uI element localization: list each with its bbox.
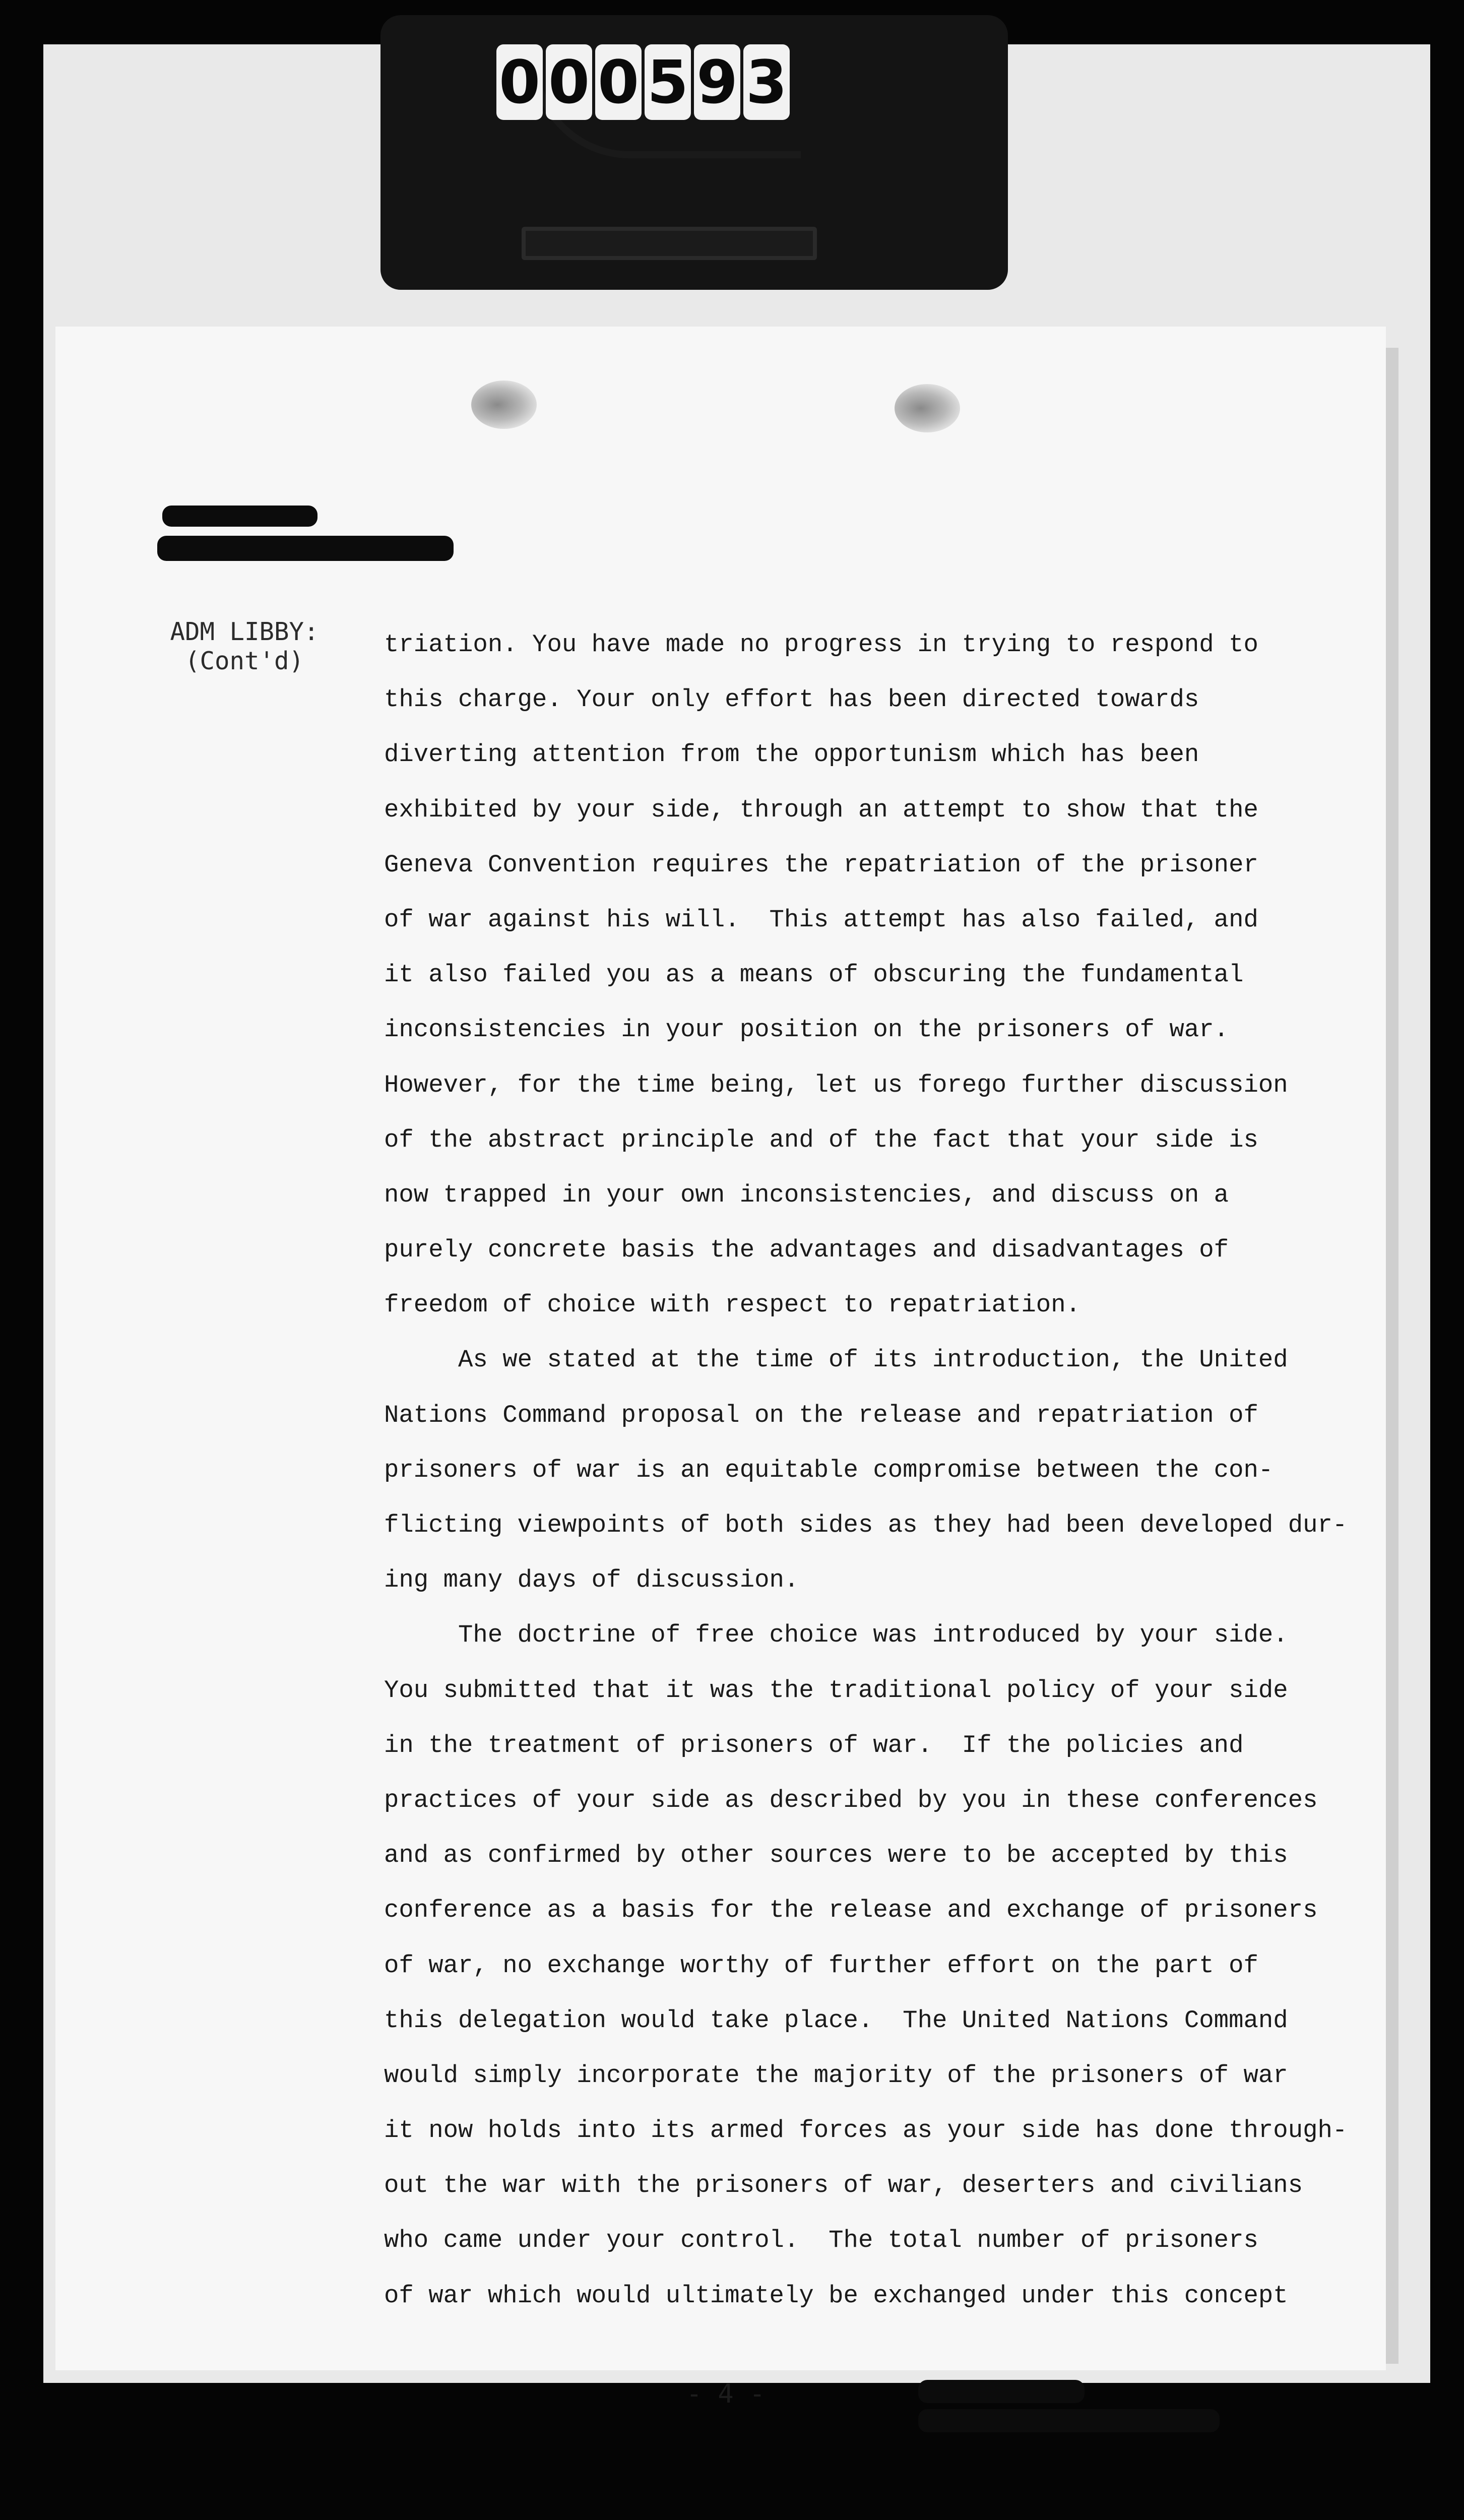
text-line: diverting attention from the opportunism which has been [384, 740, 1199, 769]
text-line: triation. You have made no progress in trying to respond to [384, 631, 1258, 659]
text-line: flicting viewpoints of both sides as they had been developed dur- [384, 1511, 1348, 1539]
text-line: in the treatment of prisoners of war. If the policies and [384, 1731, 1244, 1759]
text-line: this delegation would take place. The United Nations Command [384, 2006, 1288, 2035]
frame-counter-device [380, 15, 1008, 290]
text-line: prisoners of war is an equitable compromise between the con- [384, 1456, 1274, 1484]
counter-slot [522, 227, 817, 260]
speaker-label [169, 617, 320, 676]
punch-hole [471, 381, 537, 429]
speaker-continued: (Cont'd) [184, 647, 304, 675]
punch-hole [895, 384, 960, 432]
counter-digit: 3 [743, 44, 790, 120]
text-line: and as confirmed by other sources were to be accepted by this [384, 1841, 1288, 1870]
text-line: However, for the time being, let us forego further discussion [384, 1070, 1288, 1099]
text-line: would simply incorporate the majority of the prisoners of war [384, 2061, 1288, 2090]
text-line: it now holds into its armed forces as your side has done through- [384, 2116, 1348, 2145]
counter-digit: 0 [546, 44, 592, 120]
text-line: The doctrine of free choice was introduced by your side. [384, 1621, 1288, 1650]
counter-digit: 0 [496, 44, 543, 120]
counter-digit: 0 [595, 44, 642, 120]
text-line: exhibited by your side, through an attempt to show that the [384, 795, 1258, 824]
body-text [384, 617, 1348, 2323]
text-line: out the war with the prisoners of war, deserters and civilians [384, 2171, 1303, 2200]
text-line: it also failed you as a means of obscuring the fundamental [384, 961, 1244, 989]
text-line: practices of your side as described by you in these conferences [384, 1786, 1318, 1814]
counter-digit: 9 [694, 44, 740, 120]
text-line: purely concrete basis the advantages and disadvantages of [384, 1236, 1229, 1265]
speaker-name: ADM LIBBY: [170, 617, 319, 646]
text-line: You submitted that it was the traditional policy of your side [384, 1676, 1288, 1705]
text-line: who came under your control. The total number of prisoners [384, 2226, 1258, 2255]
redaction-bar [157, 536, 454, 561]
text-line: freedom of choice with respect to repatriation. [384, 1291, 1081, 1319]
text-line: of the abstract principle and of the fact that your side is [384, 1125, 1258, 1154]
text-line: of war against his will. This attempt has also failed, and [384, 905, 1258, 934]
text-line: this charge. Your only effort has been directed towards [384, 685, 1199, 714]
text-line: Geneva Convention requires the repatriation of the prisoner [384, 850, 1258, 879]
text-line: conference as a basis for the release and exchange of prisoners [384, 1896, 1318, 1925]
text-line: of war which would ultimately be exchanged under this concept [384, 2281, 1288, 2310]
text-line: inconsistencies in your position on the prisoners of war. [384, 1016, 1229, 1044]
frame-counter-digits [496, 44, 790, 120]
counter-digit: 5 [645, 44, 691, 120]
redaction-bar [918, 2409, 1220, 2432]
redaction-bar [162, 506, 317, 527]
text-line: now trapped in your own inconsistencies, and discuss on a [384, 1180, 1229, 1209]
page-number: - 4 - [686, 2379, 766, 2409]
redaction-bar [918, 2380, 1085, 2403]
text-line: of war, no exchange worthy of further effort on the part of [384, 1951, 1258, 1980]
text-line: ing many days of discussion. [384, 1566, 799, 1595]
text-line: Nations Command proposal on the release and repatriation of [384, 1401, 1258, 1429]
text-line: As we stated at the time of its introduction, the United [384, 1346, 1288, 1374]
